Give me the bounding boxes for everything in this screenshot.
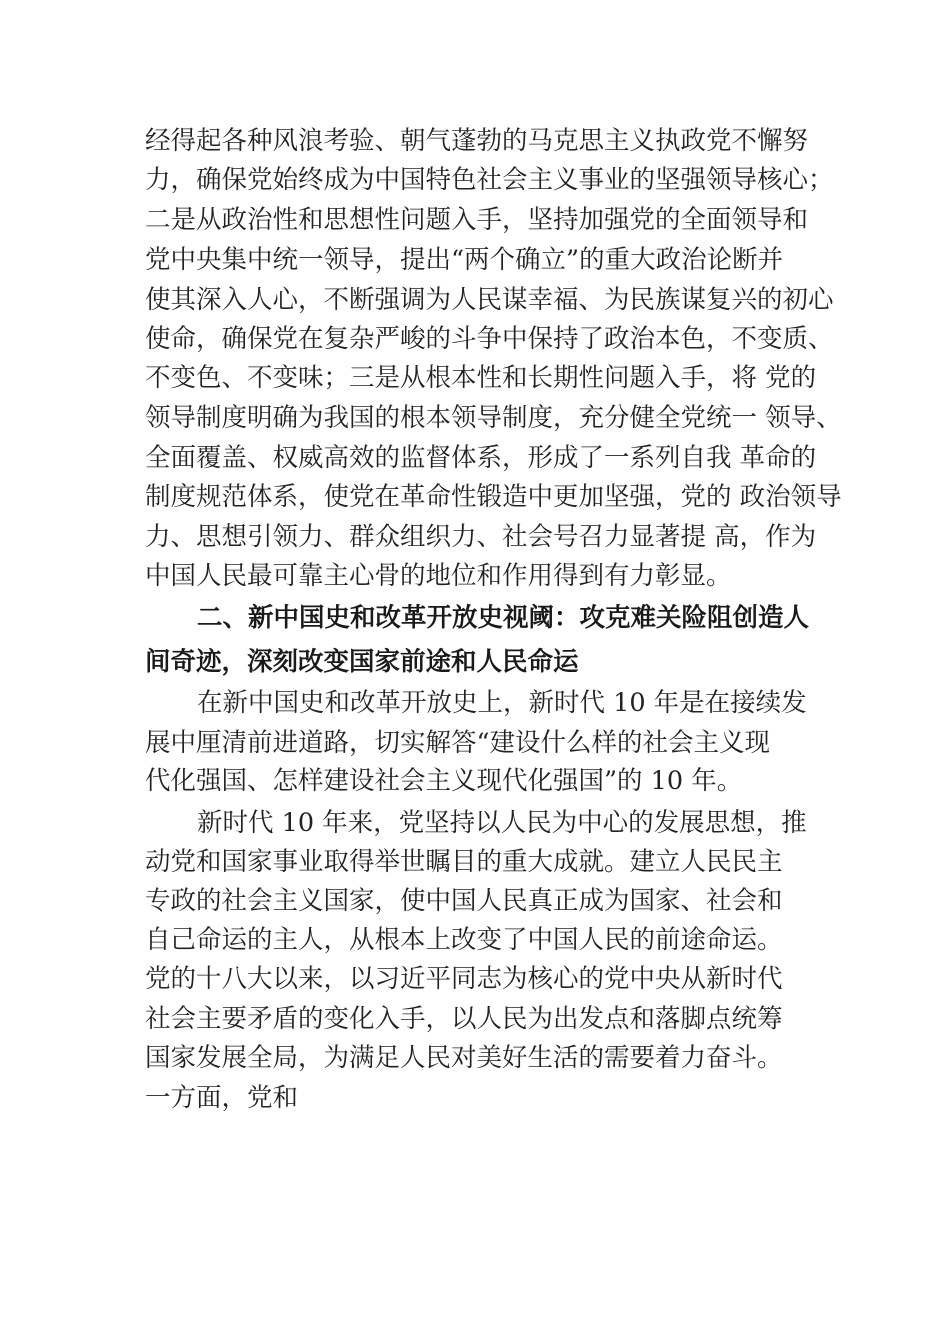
text-line: 力、思想引领力、群众组织力、社会号召力显著提 高，作为 xyxy=(145,522,817,552)
text-line: 制度规范体系，使党在革命性锻造中更加坚强，党的 政治领导 xyxy=(145,482,842,512)
text-line: 全面覆盖、权威高效的监督体系，形成了一系列自我 革命的 xyxy=(145,443,817,473)
section-heading: 二、新中国史和改革开放史视阈：攻克难关险阻创造人 xyxy=(197,603,810,633)
text-line: 不变色、不变味；三是从根本性和长期性问题入手，将 党的 xyxy=(145,363,817,393)
text-line: 使命，确保党在复杂严峻的斗争中保持了政治本色，不变质、 xyxy=(145,324,834,354)
text-line: 中国人民最可靠主心骨的地位和作用得到有力彰显。 xyxy=(145,561,732,591)
section-heading: 间奇迹，深刻改变国家前途和人民命运 xyxy=(145,647,579,677)
text-line: 一方面，党和 xyxy=(145,1083,299,1113)
text-line: 党中央集中统一领导，提出“两个确立”的重大政治论断并 xyxy=(145,245,784,275)
text-line: 国家发展全局，为满足人民对美好生活的需要着力奋斗。 xyxy=(145,1043,783,1073)
text-line: 展中厘清前进道路，切实解答“建设什么样的社会主义现 xyxy=(145,728,771,758)
text-line: 力，确保党始终成为中国特色社会主义事业的坚强领导核心； xyxy=(145,165,834,195)
text-line: 党的十八大以来，以习近平同志为核心的党中央从新时代 xyxy=(145,964,783,994)
text-line: 新时代 10 年来，党坚持以人民为中心的发展思想，推 xyxy=(197,808,807,838)
text-line: 社会主要矛盾的变化入手，以人民为出发点和落脚点统筹 xyxy=(145,1004,783,1034)
text-line: 使其深入人心，不断强调为人民谋幸福、为民族谋复兴的初心 xyxy=(145,285,834,315)
text-line: 自己命运的主人，从根本上改变了中国人民的前途命运。 xyxy=(145,925,783,955)
text-line: 领导制度明确为我国的根本领导制度，充分健全党统一 领导、 xyxy=(145,403,842,433)
text-line: 在新中国史和改革开放史上，新时代 10 年是在接续发 xyxy=(197,688,807,718)
text-line: 动党和国家事业取得举世瞩目的重大成就。建立人民民主 xyxy=(145,847,783,877)
text-line: 代化强国、怎样建设社会主义现代化强国”的 10 年。 xyxy=(145,766,743,796)
text-line: 专政的社会主义国家，使中国人民真正成为国家、社会和 xyxy=(145,886,783,916)
text-line: 经得起各种风浪考验、朝气蓬勃的马克思主义执政党不懈努 xyxy=(145,126,809,156)
text-line: 二是从政治性和思想性问题入手，坚持加强党的全面领导和 xyxy=(145,205,809,235)
